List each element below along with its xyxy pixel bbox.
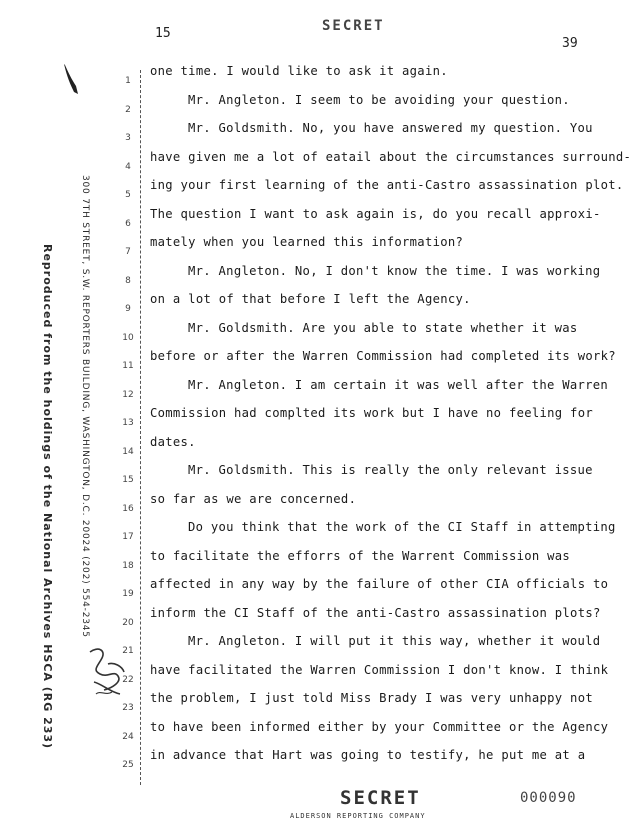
transcript-line: Mr. Goldsmith. Are you able to state whether it was bbox=[188, 320, 578, 335]
line-number: 6 bbox=[125, 218, 131, 229]
line-number: 9 bbox=[125, 304, 131, 314]
line-number: 20 bbox=[122, 617, 134, 628]
transcript-line: Mr. Goldsmith. This is really the only relevant issue bbox=[188, 463, 593, 477]
line-number: 22 bbox=[122, 674, 134, 685]
transcript-line: before or after the Warren Commission had completed its work? bbox=[150, 349, 616, 363]
transcript-line: Mr. Angleton. No, I don't know the time. I was working bbox=[188, 263, 601, 278]
reporting-company: ALDERSON REPORTING COMPANY bbox=[290, 812, 426, 820]
line-number: 10 bbox=[122, 332, 134, 343]
line-number: 18 bbox=[122, 560, 134, 571]
line-number: 19 bbox=[122, 589, 134, 599]
line-number: 12 bbox=[122, 389, 134, 400]
transcript-line: dates. bbox=[150, 434, 196, 449]
transcript-line: the problem, I just told Miss Brady I was very unhappy not bbox=[150, 691, 593, 705]
reporter-address: 300 7TH STREET, S.W. REPORTERS BUILDING, WASHINGTON, D.C. 20024 (202) 554-2345 bbox=[80, 175, 90, 638]
transcript-line: Mr. Angleton. I seem to be avoiding your question. bbox=[188, 92, 570, 107]
line-number: 16 bbox=[122, 503, 134, 514]
line-number: 25 bbox=[122, 760, 134, 770]
transcript-line: to have been informed either by your Committee or the Agency bbox=[150, 719, 609, 734]
transcript-line: to facilitate the efforrs of the Warrent Commission was bbox=[150, 548, 571, 563]
line-number: 23 bbox=[122, 703, 134, 713]
line-number: 5 bbox=[125, 190, 131, 200]
line-number: 2 bbox=[125, 104, 131, 115]
transcript-line: on a lot of that before I left the Agency. bbox=[150, 292, 471, 306]
transcript-line: one time. I would like to ask it again. bbox=[150, 64, 448, 78]
secret-stamp-bottom: SECRET bbox=[340, 787, 421, 809]
transcript-line: inform the CI Staff of the anti-Castro assassination plots? bbox=[150, 605, 601, 620]
page-number-left: 15 bbox=[155, 26, 171, 41]
secret-stamp-top: SECRET bbox=[322, 18, 385, 34]
line-number: 3 bbox=[125, 133, 131, 143]
transcript-line: Mr. Goldsmith. No, you have answered my question. You bbox=[188, 121, 593, 135]
line-number: 8 bbox=[125, 275, 131, 286]
transcript-line: The question I want to ask again is, do you recall approxi- bbox=[150, 206, 601, 221]
line-number: 1 bbox=[125, 76, 131, 86]
transcript-line: Commission had complted its work but I have no feeling for bbox=[150, 406, 593, 420]
transcript-line: have facilitated the Warren Commission I don't know. I think bbox=[150, 662, 609, 677]
document-control-number: 000090 bbox=[520, 790, 577, 806]
line-number: 17 bbox=[122, 532, 134, 542]
transcript-line: Mr. Angleton. I will put it this way, whether it would bbox=[188, 634, 601, 648]
transcript-line: so far as we are concerned. bbox=[150, 491, 357, 506]
line-number: 13 bbox=[122, 418, 134, 428]
line-number: 21 bbox=[122, 646, 134, 656]
margin-rule bbox=[140, 70, 141, 785]
archive-reproduction-note: Reproduced from the holdings of the National Archives HSCA (RG 233) bbox=[41, 244, 54, 750]
transcript-line: Do you think that the work of the CI Staff in attempting bbox=[188, 520, 616, 534]
transcript-line: in advance that Hart was going to testify, he put me at a bbox=[150, 748, 586, 762]
transcript-line: Mr. Angleton. I am certain it was well after the Warren bbox=[188, 377, 609, 392]
transcript-line: have given me a lot of eatail about the circumstances surround- bbox=[150, 149, 632, 164]
transcript-line: mately when you learned this information? bbox=[150, 235, 464, 249]
line-number: 14 bbox=[122, 446, 134, 457]
transcript-line: affected in any way by the failure of other CIA officials to bbox=[150, 577, 609, 591]
transcript-line: ing your first learning of the anti-Castro assassination plot. bbox=[150, 178, 624, 192]
line-number: 7 bbox=[125, 247, 131, 257]
page-number-right: 39 bbox=[562, 36, 578, 51]
line-number: 24 bbox=[122, 731, 134, 742]
handwritten-mark-icon bbox=[60, 62, 82, 96]
line-number: 15 bbox=[122, 475, 134, 485]
line-number: 11 bbox=[122, 361, 134, 371]
line-number: 4 bbox=[125, 161, 131, 172]
